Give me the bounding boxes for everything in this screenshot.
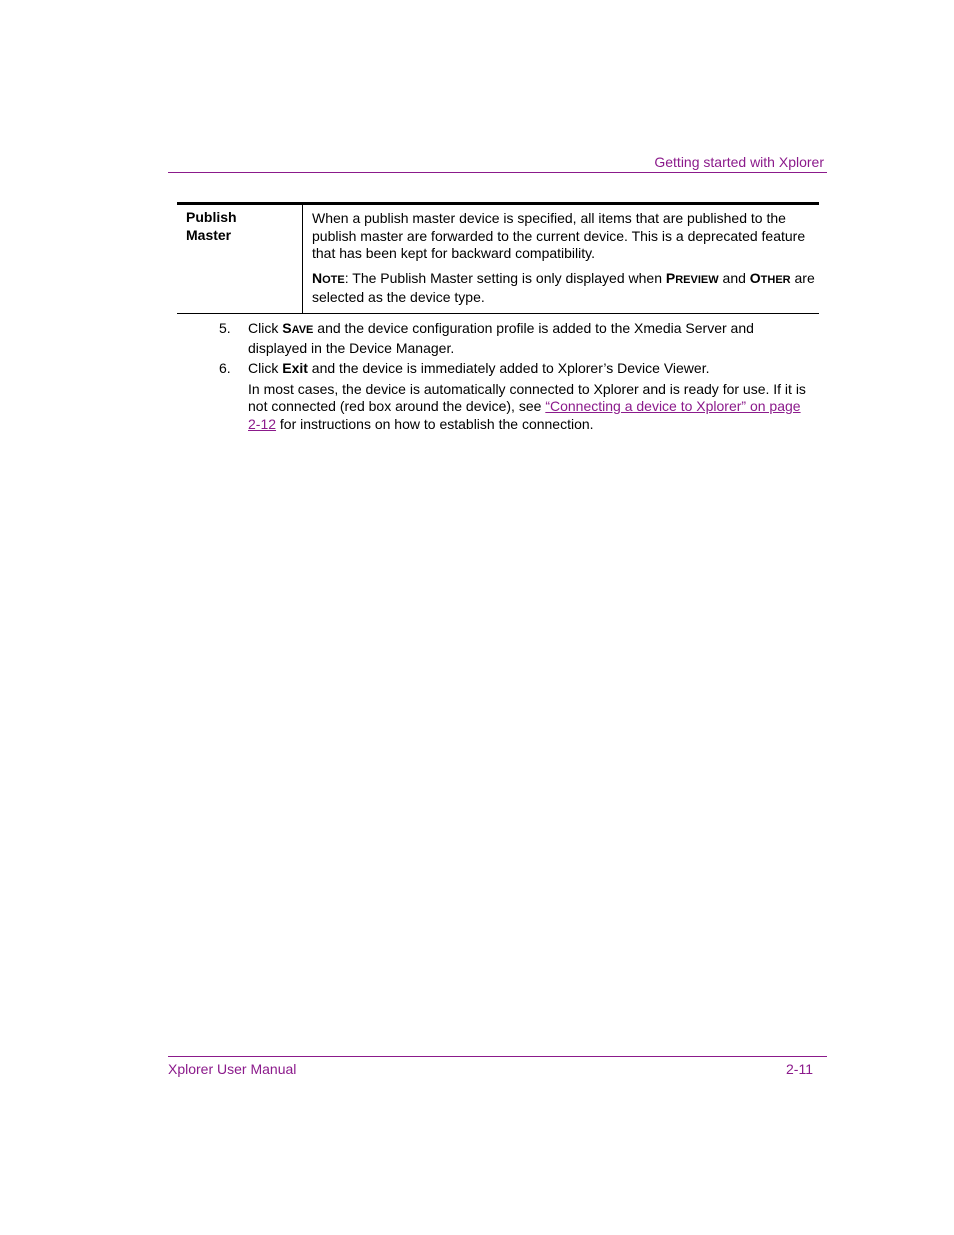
step-text: Click Exit and the device is immediately added to Xplorer’s Device Viewer. [248, 360, 710, 376]
page-number: 2-11 [786, 1061, 813, 1077]
note-text-2: and [718, 269, 750, 286]
row-label-line1: Publish [186, 209, 237, 225]
list-item [219, 320, 809, 357]
list-item [219, 360, 809, 433]
page-footer [168, 1056, 827, 1077]
note-text-1: : The Publish Master setting is only displayed when [344, 269, 666, 286]
step-text: Click SAVE and the device configuration profile is added to the Xmedia Server and displayed in the Device Manager. [248, 320, 754, 356]
note-paragraph [312, 270, 819, 307]
step-detail: In most cases, the device is automatically connected to Xplorer and is ready for use. If it is not connected (red box around the device), see “Connecting a device to Xplorer” on page 2-12 for instructions on how to establish the connection. [248, 380, 806, 432]
row-label [177, 204, 303, 314]
step-number: 5. [219, 320, 231, 336]
manual-title: Xplorer User Manual [168, 1061, 297, 1077]
note-text-3: are selected as the device type. [312, 269, 815, 305]
step-number: 6. [219, 360, 231, 376]
steps-list [219, 320, 809, 436]
row-description [303, 204, 820, 314]
settings-table [177, 202, 819, 314]
description-text: When a publish master device is specified, all items that are published to the publish master are forwarded to the current device. This is a deprecated feature that has been kept for backward compatibility. [312, 210, 806, 261]
keyword-save: SAVE [282, 320, 314, 336]
row-label-line2: Master [186, 226, 232, 243]
page-header [168, 154, 827, 173]
keyword-exit: Exit [282, 360, 308, 376]
note-label: NOTE [312, 269, 345, 286]
note-keyword-preview: PREVIEW [665, 269, 719, 286]
section-title: Getting started with Xplorer [654, 154, 824, 170]
cross-reference-link[interactable]: “Connecting a device to Xplorer” on page 2-12 [248, 398, 801, 432]
note-keyword-other: OTHER [749, 269, 791, 286]
table-row [177, 204, 819, 314]
